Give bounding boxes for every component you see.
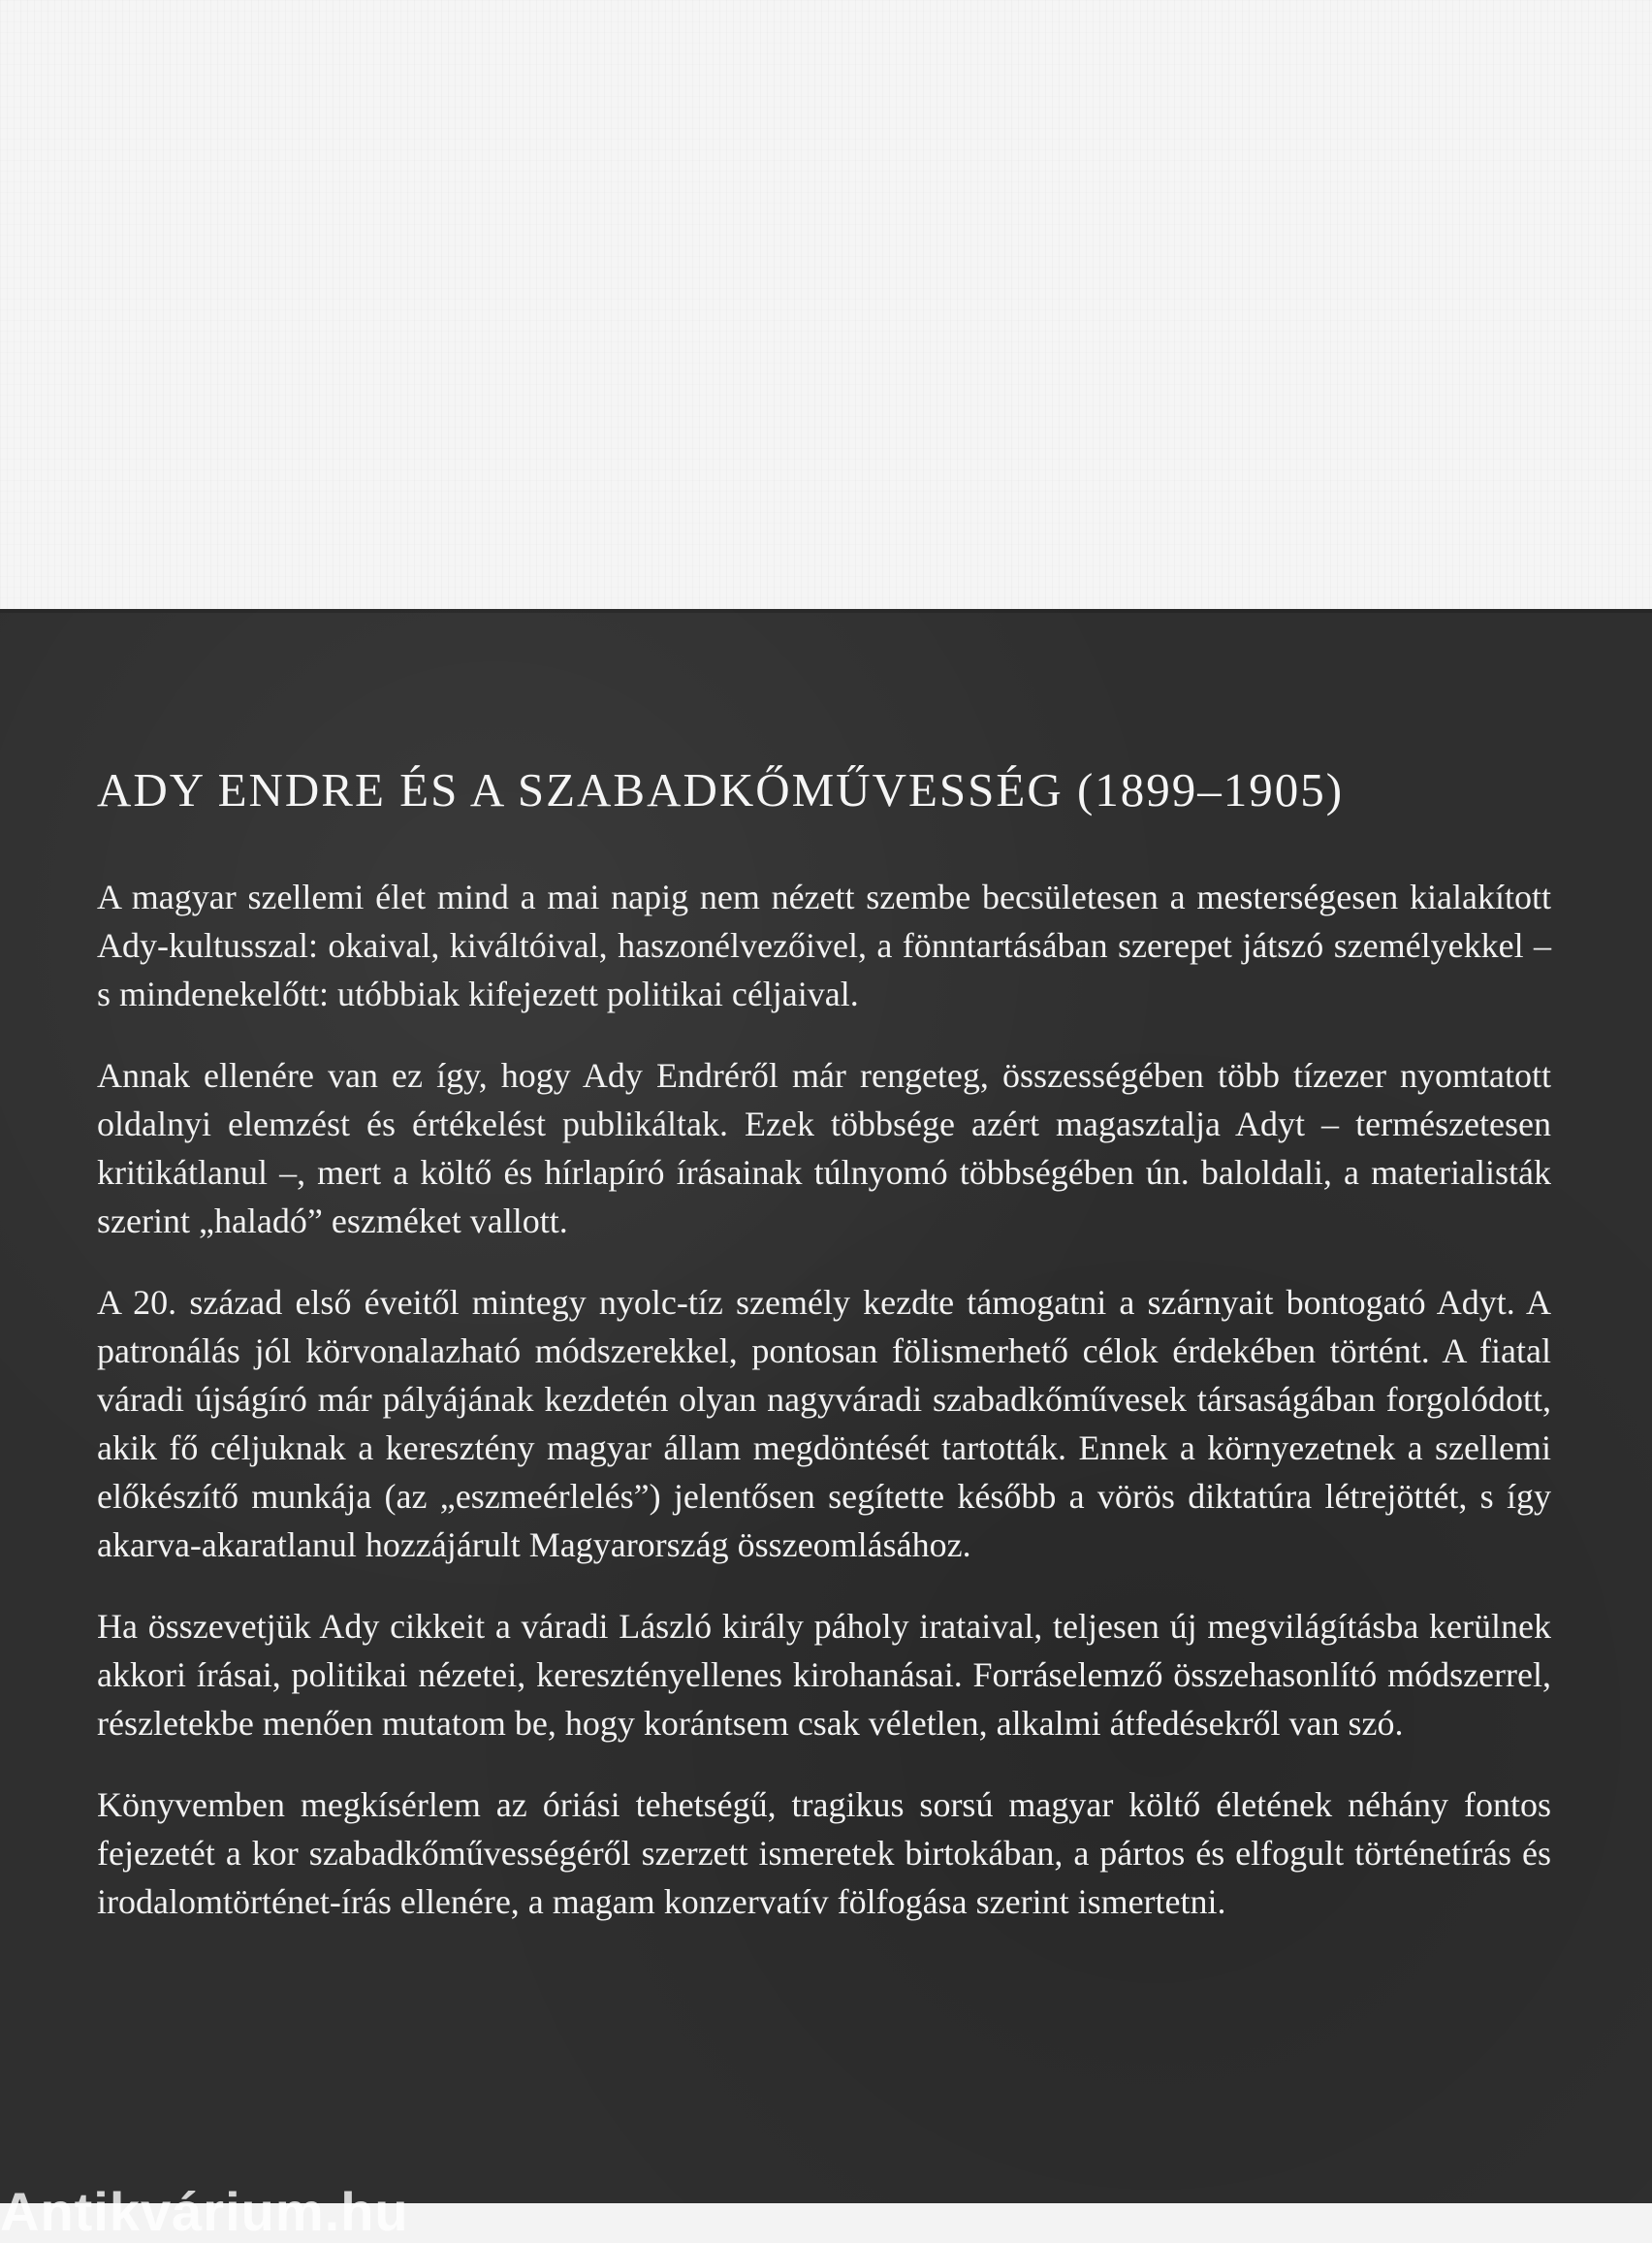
blurb-text	[97, 873, 1551, 1959]
book-back-cover	[0, 609, 1652, 2242]
paragraph-1: A magyar szellemi élet mind a mai napig nem nézett szembe becsületesen a mesterségesen kialakított Ady-kultusszal: okaival, kiváltóival, haszonélvezőivel, a fönntartásában szerepet játszó személyekkel – s mindenekelőtt: utóbbiak kifejezett politikai céljaival.	[97, 878, 1551, 1013]
book-title: ADY ENDRE ÉS A SZABADKŐMŰVESSÉG (1899–1905)	[97, 763, 1345, 817]
background-paper	[0, 0, 1652, 609]
paragraph-3: A 20. század első éveitől mintegy nyolc-tíz személy kezdte támogatni a szárnyait bontogató Adyt. A patronálás jól körvonalazható módszerekkel, pontosan fölismerhető célok érdekében történt. A fiatal váradi újságíró már pályájának kezdetén olyan nagyváradi szabadkőművesek társaságában forgolódott, akik fő céljuknak a keresztény magyar állam megdöntését tartották. Ennek a környezetnek a szellemi előkészítő munkája (az „eszmeérlelés”) jelentősen segítette később a vörös diktatúra létrejöttét, s így akarva-akaratlanul hozzájárult Magyarország összeomlásához.	[97, 1283, 1551, 1564]
paragraph-5: Könyvemben megkísérlem az óriási tehetségű, tragikus sorsú magyar költő életének néhány fontos fejezetét a kor szabadkőművességéről szerzett ismeretek birtokában, a pártos és elfogult történetírás és irodalomtörténet-írás ellenére, a magam konzervatív fölfogása szerint ismertetni.	[97, 1785, 1551, 1921]
paragraph-4: Ha összevetjük Ady cikkeit a váradi László király páholy irataival, teljesen új megvilágításba kerülnek akkori írásai, politikai nézetei, keresztényellenes kirohanásai. Forráselemző összehasonlító módszerrel, részletekbe menően mutatom be, hogy korántsem csak véletlen, alkalmi átfedésekről van szó.	[97, 1607, 1551, 1743]
antikvarium-watermark: Antikvárium.hu	[0, 2181, 409, 2242]
paragraph-2: Annak ellenére van ez így, hogy Ady Endréről már rengeteg, összességében több tízezer nyomtatott oldalnyi elemzést és értékelést publikáltak. Ezek többsége azért magasztalja Adyt – természetesen kritikátlanul –, mert a költő és hírlapíró írásainak túlnyomó többségében ún. baloldali, a materialisták szerint „haladó” eszméket vallott.	[97, 1056, 1551, 1240]
